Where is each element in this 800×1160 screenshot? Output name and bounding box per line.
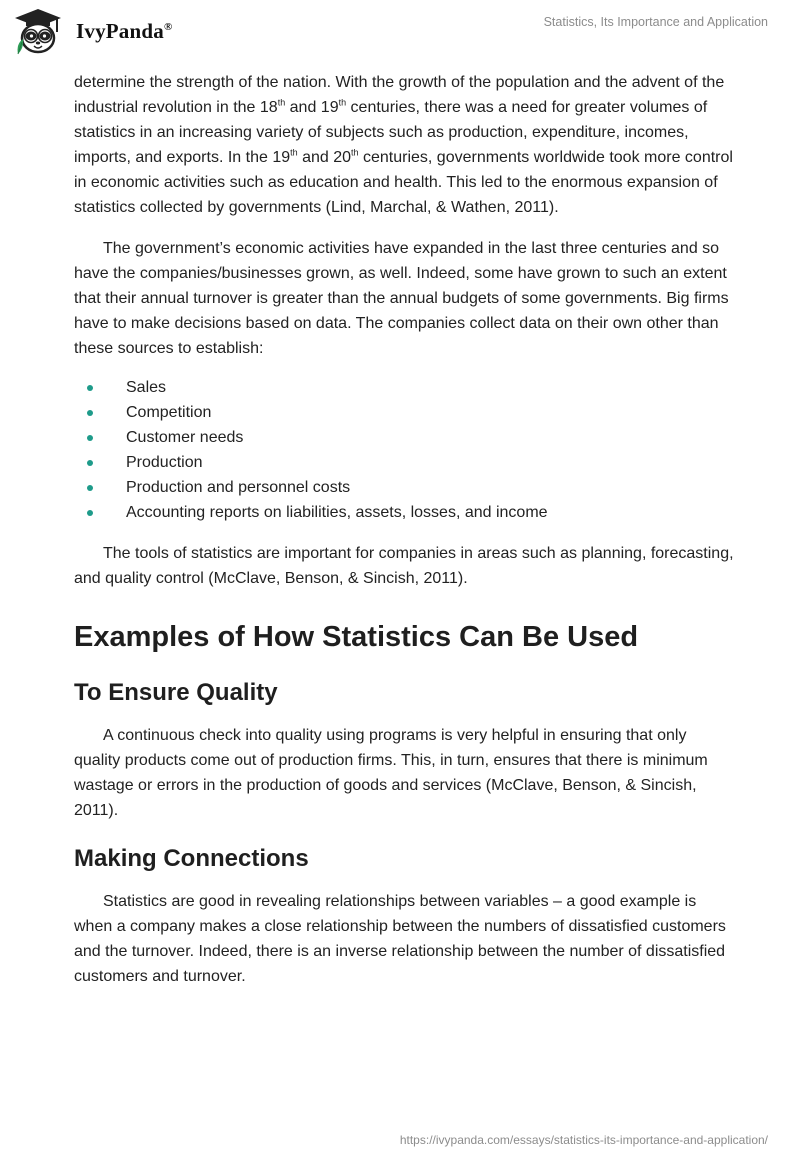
paragraph-connections: Statistics are good in revealing relationships between variables – a good example is when a company makes a close relationship between the numbers of dissatisfied customers and the turnover. Indeed, there is an inverse relationship between the number of dissatisfied customers and turnover. bbox=[74, 893, 726, 985]
bullet-dot-icon bbox=[87, 410, 93, 416]
subheading-making-connections: Making Connections bbox=[74, 845, 309, 872]
source-url-link[interactable]: https://ivypanda.com/essays/statistics-its-importance-and-application/ bbox=[399, 1133, 768, 1147]
list-item: Production bbox=[74, 450, 734, 475]
essay-content bbox=[74, 70, 734, 989]
registered-mark: ® bbox=[163, 21, 173, 33]
paragraph-quality: A continuous check into quality using programs is very helpful in ensuring that only quality products come out of production firms. This, in turn, ensures that there is minimum wastage or errors in the production of goods and services (McClave, Benson, & Sincish, 2011). bbox=[74, 727, 708, 819]
document-title: Statistics, Its Importance and Application bbox=[543, 15, 768, 29]
list-item: Sales bbox=[74, 375, 734, 400]
list-item: Accounting reports on liabilities, assets, losses, and income bbox=[74, 500, 734, 525]
ivypanda-logo[interactable] bbox=[14, 8, 254, 58]
bullet-dot-icon bbox=[87, 385, 93, 391]
list-item: Competition bbox=[74, 400, 734, 425]
page-header bbox=[0, 0, 800, 64]
bullet-list bbox=[74, 375, 734, 525]
brand-name: IvyPanda® bbox=[76, 19, 173, 43]
section-heading-examples: Examples of How Statistics Can Be Used bbox=[74, 621, 639, 653]
list-item: Production and personnel costs bbox=[74, 475, 734, 500]
bullet-dot-icon bbox=[87, 435, 93, 441]
bullet-dot-icon bbox=[87, 510, 93, 516]
bullet-dot-icon bbox=[87, 485, 93, 491]
bullet-dot-icon bbox=[87, 460, 93, 466]
panda-mascot-icon bbox=[14, 8, 70, 58]
paragraph-tools-of-statistics: The tools of statistics are important for companies in areas such as planning, forecasting, and quality control (McClave, Benson, & Sincish, 2011). bbox=[74, 545, 734, 587]
paragraph-continued: determine the strength of the nation. With the growth of the population and the advent of the industrial revolution in the 18th and 19th centuries, there was a need for greater volumes of statistics in an increasing variety of subjects such as production, expenditure, incomes, imports, and exports. In the 19th and 20th centuries, governments worldwide took more control in economic activities such as education and health. This led to the enormous expansion of statistics collected by governments (Lind, Marchal, & Wathen, 2011). bbox=[74, 74, 733, 216]
paragraph-government-activities: The government’s economic activities have expanded in the last three centuries and so have the companies/businesses grown, as well. Indeed, some have grown to such an extent that their annual turnover is greater than the annual budgets of some governments. Big firms have to make decisions based on data. The companies collect data on their own other than these sources to establish: bbox=[74, 240, 729, 357]
subheading-ensure-quality: To Ensure Quality bbox=[74, 679, 278, 706]
list-item: Customer needs bbox=[74, 425, 734, 450]
